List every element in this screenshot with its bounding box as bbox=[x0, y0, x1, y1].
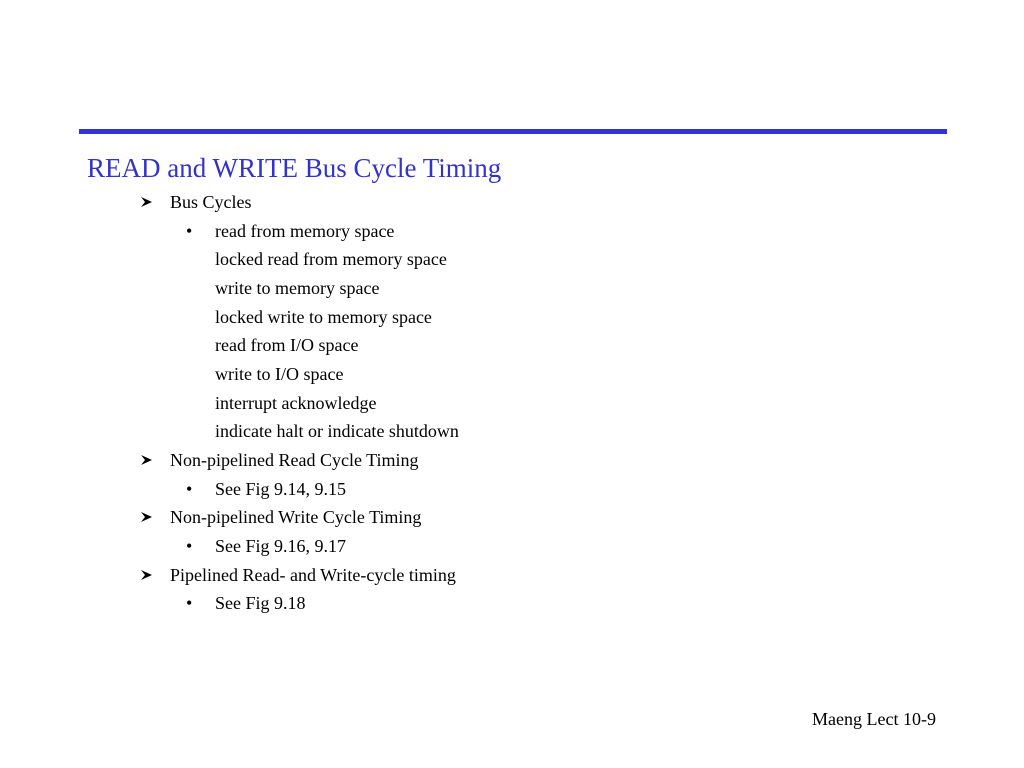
bullet-icon: • bbox=[186, 479, 193, 499]
arrow-bullet-icon bbox=[139, 446, 170, 474]
list-item-label: indicate halt or indicate shutdown bbox=[215, 421, 459, 441]
list-item bbox=[215, 360, 343, 388]
list-item bbox=[186, 589, 306, 617]
list-item bbox=[215, 303, 432, 331]
list-item-label: read from memory space bbox=[215, 221, 395, 241]
list-item bbox=[215, 274, 379, 302]
list-item bbox=[215, 245, 447, 273]
list-item bbox=[215, 389, 376, 417]
list-item-label: write to memory space bbox=[215, 278, 380, 298]
arrow-bullet-icon bbox=[139, 503, 170, 531]
list-item-label: Non-pipelined Read Cycle Timing bbox=[170, 450, 419, 470]
list-item bbox=[215, 417, 459, 445]
slide-title: READ and WRITE Bus Cycle Timing bbox=[87, 153, 502, 183]
list-item bbox=[139, 561, 456, 589]
list-item bbox=[139, 188, 252, 216]
arrow-bullet-icon bbox=[139, 188, 170, 216]
list-item-label: interrupt acknowledge bbox=[215, 393, 377, 413]
list-item-label: write to I/O space bbox=[215, 364, 344, 384]
list-item-label: See Fig 9.18 bbox=[215, 593, 306, 613]
list-item-label: Bus Cycles bbox=[170, 192, 252, 212]
list-item bbox=[186, 475, 346, 503]
list-item-label: Non-pipelined Write Cycle Timing bbox=[170, 507, 422, 527]
list-item bbox=[215, 331, 358, 359]
list-item bbox=[186, 532, 346, 560]
list-item bbox=[139, 446, 418, 474]
bullet-icon: • bbox=[186, 221, 193, 241]
list-item-label: locked read from memory space bbox=[215, 249, 447, 269]
list-item-label: See Fig 9.14, 9.15 bbox=[215, 479, 347, 499]
bullet-icon: • bbox=[186, 593, 193, 613]
list-item-label: locked write to memory space bbox=[215, 307, 432, 327]
list-item bbox=[139, 503, 421, 531]
list-item-label: See Fig 9.16, 9.17 bbox=[215, 536, 347, 556]
arrow-bullet-icon bbox=[139, 561, 170, 589]
slide-footer: Maeng Lect 10-9 bbox=[812, 709, 936, 729]
list-item-label: read from I/O space bbox=[215, 335, 359, 355]
bullet-icon: • bbox=[186, 536, 193, 556]
title-underline bbox=[79, 129, 947, 134]
list-item-label: Pipelined Read- and Write-cycle timing bbox=[170, 565, 456, 585]
list-item bbox=[186, 217, 394, 245]
